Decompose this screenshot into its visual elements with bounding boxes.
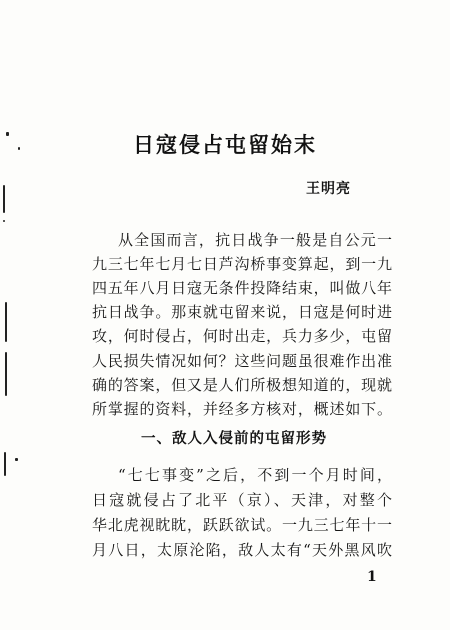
- paragraph-line: 攻，何时侵占，何时出走，兵力多少，屯留: [92, 327, 392, 345]
- paragraph-line: 确的答案，但又是人们所极想知道的，现就: [92, 376, 392, 394]
- paragraph-line: 所掌握的资料，并经多方核对，概述如下。: [92, 400, 392, 418]
- paragraph-line: 人民损失情况如何？这些问题虽很难作出准: [92, 352, 392, 370]
- scan-mark: [15, 458, 18, 461]
- paragraph-line: 月八日，太原沦陷，敌人太有“天外黑风吹: [92, 541, 392, 559]
- author-name: 王明亮: [306, 181, 351, 197]
- scan-mark: [5, 302, 7, 342]
- paragraph-line: 九三七年七月七日芦沟桥事变算起，到一九: [92, 255, 392, 273]
- page-number: 1: [367, 569, 377, 585]
- paragraph-line: 日寇就侵占了北平（京）、天津，对整个: [92, 491, 392, 509]
- paragraph-line: 从全国而言，抗日战争一般是自公元一: [118, 231, 392, 249]
- paragraph-line: 华北虎视眈眈，跃跃欲试。一九三七年十一: [92, 516, 392, 534]
- scan-mark: [4, 452, 6, 476]
- scan-mark: [3, 220, 5, 222]
- paragraph-line: 抗日战争。那束就屯留来说，日寇是何时进: [92, 303, 392, 321]
- document-title: 日寇侵占屯留始末: [133, 133, 317, 157]
- scan-mark: [5, 352, 7, 396]
- paragraph-line: 四五年八月日寇无条件投降结束，叫做八年: [92, 279, 392, 297]
- paragraph-line: “七七事变”之后，不到一个月时间，: [118, 466, 392, 484]
- section-heading: 一、敌人入侵前的屯留形势: [141, 431, 327, 447]
- scan-mark: [3, 185, 5, 213]
